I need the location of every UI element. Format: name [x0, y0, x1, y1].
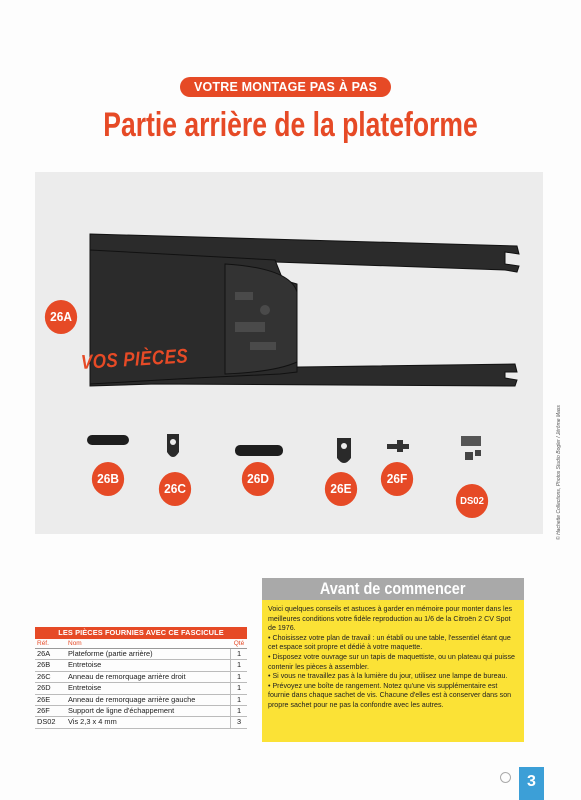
label-26a: 26A — [45, 300, 77, 334]
avant-note — [262, 600, 524, 742]
cell-qty: 1 — [230, 672, 247, 682]
col-ref: Réf. — [37, 640, 49, 647]
parts-table — [35, 627, 247, 729]
table-row — [35, 649, 247, 660]
avant-paragraph: • Si vous ne travaillez pas à la lumière du jour, utilisez une lampe de bureau. — [268, 672, 508, 681]
cell-name: Support de ligne d'échappement — [68, 705, 175, 715]
cell-name: Entretoise — [68, 660, 102, 670]
cell-qty: 1 — [230, 706, 247, 716]
label-26c: 26C — [159, 472, 191, 506]
cell-ref: 26C — [37, 671, 51, 681]
cell-name: Anneau de remorquage arrière droit — [68, 671, 186, 681]
cell-name: Vis 2,3 x 4 mm — [68, 717, 117, 727]
parts-photo — [35, 172, 543, 534]
cell-name: Anneau de remorquage arrière gauche — [68, 694, 196, 704]
avant-paragraph: • Choisissez votre plan de travail : un établi ou une table, l'essentiel étant que cet espace soit propre et dédié à votre maquette. — [268, 633, 511, 652]
photo-credit: © Hachette Collections, Photos Studio Bogler / Jérôme Mass — [556, 405, 562, 540]
table-header-row — [35, 639, 247, 649]
cell-ref: 26E — [37, 694, 51, 704]
section-label: VOS PIÈCES — [80, 345, 189, 374]
page-title: Partie arrière de la plateforme — [103, 106, 478, 144]
cell-qty: 1 — [230, 649, 247, 659]
cell-qty: 3 — [230, 717, 247, 727]
col-qty: Qté — [233, 640, 245, 647]
table-row — [35, 706, 247, 717]
label-26d: 26D — [242, 462, 274, 496]
cell-ref: 26A — [37, 649, 51, 658]
cell-qty: 1 — [230, 683, 247, 693]
label-26e: 26E — [325, 472, 357, 506]
table-row — [35, 683, 247, 694]
registration-mark-icon — [500, 772, 511, 783]
cell-ref: 26B — [37, 660, 51, 670]
cell-ref: 26D — [37, 683, 51, 693]
cell-ref: 26F — [37, 705, 50, 715]
table-row — [35, 672, 247, 683]
label-26b: 26B — [92, 462, 124, 496]
table-row — [35, 717, 247, 728]
col-name: Nom — [68, 640, 82, 647]
cell-name: Plateforme (partie arrière) — [68, 649, 153, 658]
cell-name: Entretoise — [68, 683, 102, 693]
cell-ref: DS02 — [37, 717, 56, 727]
avant-paragraph: • Disposez votre ouvrage sur un tapis de maquettiste, ou un plateau qui puisse contenir les pièces à assembler. — [268, 652, 515, 671]
avant-heading-text: Avant de commencer — [320, 579, 466, 598]
cell-qty: 1 — [230, 695, 247, 705]
label-ds02: DS02 — [456, 484, 488, 518]
table-row — [35, 695, 247, 706]
section-banner: VOTRE MONTAGE PAS À PAS — [180, 77, 391, 97]
cell-qty: 1 — [230, 660, 247, 670]
avant-paragraph: Voici quelques conseils et astuces à garder en mémoire pour monter dans les meilleures conditions votre fidèle reproduction au 1/6 de la Citroën 2 CV Spot de 1976. — [268, 605, 513, 633]
avant-heading — [262, 578, 524, 600]
label-26f: 26F — [381, 462, 413, 496]
page-number: 3 — [519, 767, 544, 800]
table-title: LES PIÈCES FOURNIES AVEC CE FASCICULE — [35, 627, 247, 639]
table-row — [35, 660, 247, 671]
avant-paragraph: • Prévoyez une boîte de rangement. Notez qu'une vis supplémentaire est fournie dans chaque sachet de vis. Chacune d'elles est à conserver dans son propre sachet pour ne pas la confondre avec les autres. — [268, 681, 512, 709]
